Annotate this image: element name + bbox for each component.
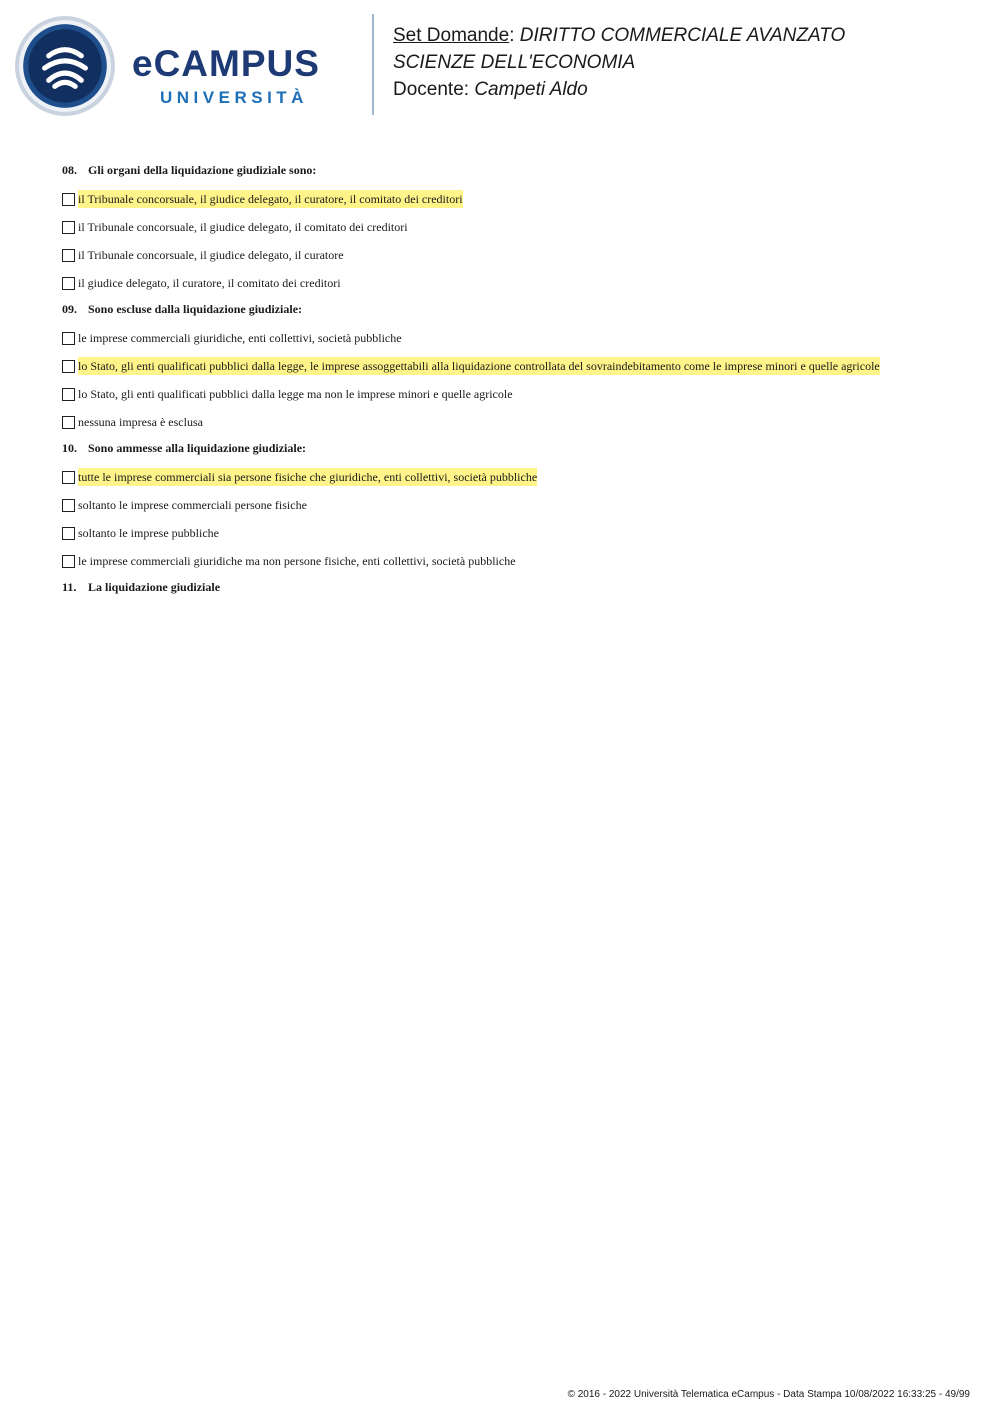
checkbox-icon[interactable] xyxy=(62,193,75,206)
answer-text-highlighted: il Tribunale concorsuale, il giudice delegato, il curatore, il comitato dei creditori xyxy=(78,192,463,206)
answer-text-highlighted: lo Stato, gli enti qualificati pubblici dalla legge, le imprese assoggettabili alla liquidazione controllata del sovraindebitamento come le imprese minori e quelle agricole xyxy=(78,359,880,373)
checkbox-icon[interactable] xyxy=(62,388,75,401)
answer-text: le imprese commerciali giuridiche ma non persone fisiche, enti collettivi, società pubbliche xyxy=(78,554,516,568)
answer-option[interactable] xyxy=(62,273,962,293)
docente-line xyxy=(393,76,845,103)
question-number: 10. xyxy=(62,441,77,455)
question-text: Sono ammesse alla liquidazione giudiziale: xyxy=(88,441,307,455)
set-title: DIRITTO COMMERCIALE AVANZATO xyxy=(519,25,846,46)
ecampus-seal-logo-icon xyxy=(14,15,116,117)
question-number: 11. xyxy=(62,580,77,594)
question-title xyxy=(62,440,962,456)
answer-option[interactable] xyxy=(62,412,962,432)
question-number: 08. xyxy=(62,163,77,177)
set-line: Set Domande: DIRITTO COMMERCIALE AVANZATO xyxy=(393,25,846,46)
answer-text-highlighted: tutte le imprese commerciali sia persone fisiche che giuridiche, enti collettivi, società pubbliche xyxy=(78,470,538,484)
checkbox-icon[interactable] xyxy=(62,527,75,540)
answer-text: il Tribunale concorsuale, il giudice delegato, il curatore xyxy=(78,248,344,262)
checkbox-icon[interactable] xyxy=(62,360,75,373)
question-09 xyxy=(62,301,962,432)
answer-text: lo Stato, gli enti qualificati pubblici dalla legge ma non le imprese minori e quelle agricole xyxy=(78,387,513,401)
docente-name: Campeti Aldo xyxy=(474,79,588,100)
logo-subtitle: UNIVERSITÀ xyxy=(160,88,308,107)
question-number: 09. xyxy=(62,302,77,316)
question-title xyxy=(62,579,962,595)
answer-text: soltanto le imprese commerciali persone fisiche xyxy=(78,498,307,512)
answer-option[interactable] xyxy=(62,384,962,404)
logo-wordmark: eCAMPUS xyxy=(132,43,320,84)
checkbox-icon[interactable] xyxy=(62,555,75,568)
docente-label: Docente: xyxy=(393,79,470,100)
question-11 xyxy=(62,579,962,595)
answer-option[interactable] xyxy=(62,245,962,265)
question-text: La liquidazione giudiziale xyxy=(88,580,221,594)
question-08 xyxy=(62,162,962,293)
checkbox-icon[interactable] xyxy=(62,499,75,512)
question-title xyxy=(62,162,962,178)
question-10 xyxy=(62,440,962,571)
question-text: Sono escluse dalla liquidazione giudiziale: xyxy=(88,302,303,316)
answer-option[interactable] xyxy=(62,328,962,348)
answer-text: soltanto le imprese pubbliche xyxy=(78,526,219,540)
checkbox-icon[interactable] xyxy=(62,332,75,345)
questions-list xyxy=(62,162,962,606)
answer-option[interactable] xyxy=(62,356,962,376)
answer-option[interactable] xyxy=(62,217,962,237)
answer-text: nessuna impresa è esclusa xyxy=(78,415,203,429)
page-header xyxy=(0,0,1000,120)
answer-text: il Tribunale concorsuale, il giudice delegato, il comitato dei creditori xyxy=(78,220,408,234)
answer-option[interactable] xyxy=(62,495,962,515)
header-divider xyxy=(372,14,374,115)
page-footer: © 2016 - 2022 Università Telematica eCampus - Data Stampa 10/08/2022 16:33:25 - 49/99 xyxy=(567,1389,970,1400)
answer-option[interactable] xyxy=(62,467,962,487)
answer-option[interactable] xyxy=(62,523,962,543)
faculty-name: SCIENZE DELL'ECONOMIA xyxy=(393,52,636,73)
answer-option[interactable] xyxy=(62,189,962,209)
answer-text: il giudice delegato, il curatore, il comitato dei creditori xyxy=(78,276,341,290)
question-title xyxy=(62,301,962,317)
set-label: Set Domande xyxy=(393,25,510,46)
checkbox-icon[interactable] xyxy=(62,221,75,234)
checkbox-icon[interactable] xyxy=(62,416,75,429)
checkbox-icon[interactable] xyxy=(62,277,75,290)
answer-text: le imprese commerciali giuridiche, enti collettivi, società pubbliche xyxy=(78,331,402,345)
checkbox-icon[interactable] xyxy=(62,471,75,484)
answer-option[interactable] xyxy=(62,551,962,571)
question-text: Gli organi della liquidazione giudiziale sono: xyxy=(88,163,317,177)
header-info xyxy=(393,22,845,103)
checkbox-icon[interactable] xyxy=(62,249,75,262)
